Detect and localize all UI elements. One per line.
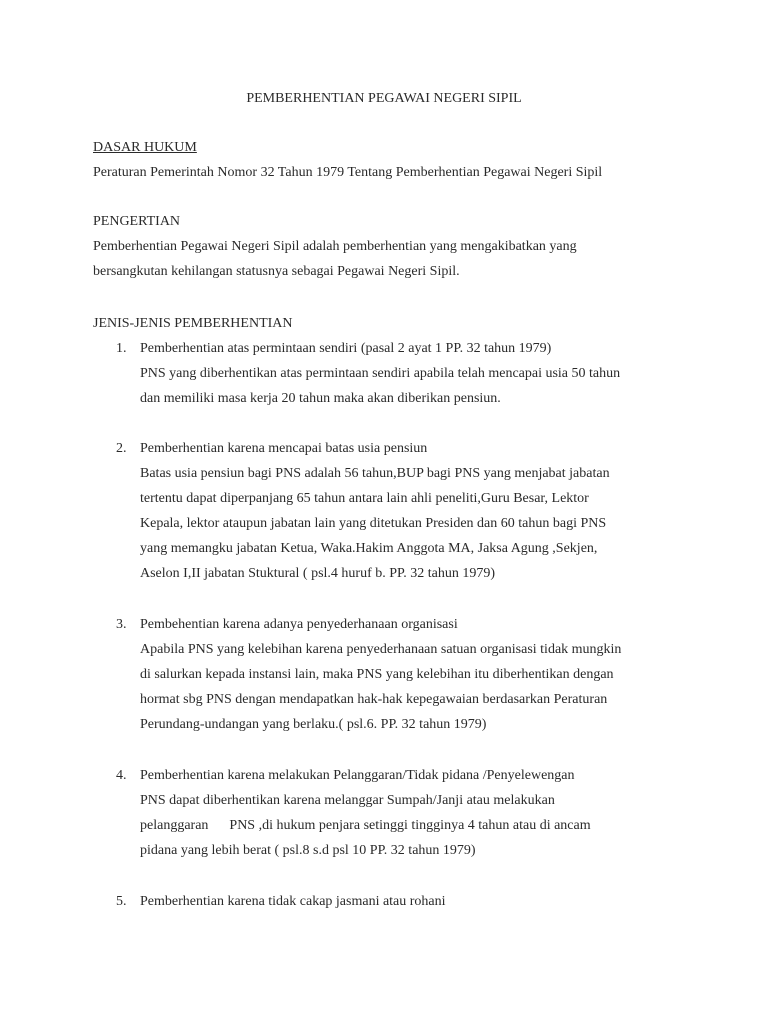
list-item [93,436,693,586]
list-item-line: di salurkan kepada instansi lain, maka PNS yang kelebihan itu diberhentikan dengan [140,667,614,682]
list-item-line: yang memangku jabatan Ketua, Waka.Hakim Anggota MA, Jaksa Agung ,Sekjen, [140,541,598,556]
list-item-number: 3. [116,617,127,632]
list-item [93,763,693,863]
list-item-title: Pemberhentian atas permintaan sendiri (pasal 2 ayat 1 PP. 32 tahun 1979) [140,341,552,356]
pengertian-heading: PENGERTIAN [93,214,181,229]
dasar-hukum-section [93,135,693,185]
document-title: PEMBERHENTIAN PEGAWAI NEGERI SIPIL [246,91,522,106]
list-item-line: pelanggaran PNS ,di hukum penjara setinggi tingginya 4 tahun atau di ancam [140,818,591,833]
list-item-line: PNS yang diberhentikan atas permintaan sendiri apabila telah mencapai usia 50 tahun [140,366,621,381]
list-item [93,612,693,737]
list-item [93,336,693,411]
pengertian-line: bersangkutan kehilangan statusnya sebagai Pegawai Negeri Sipil. [93,264,460,279]
dasar-hukum-heading: DASAR HUKUM [93,140,197,155]
list-item-number: 1. [116,341,127,356]
list-item-line: PNS dapat diberhentikan karena melanggar Sumpah/Janji atau melakukan [140,793,555,808]
list-item-title: Pemberhentian karena tidak cakap jasmani atau rohani [140,894,446,909]
dasar-hukum-text: Peraturan Pemerintah Nomor 32 Tahun 1979 Tentang Pemberhentian Pegawai Negeri Sipil [93,165,603,180]
list-item-title: Pemberhentian karena melakukan Pelanggaran/Tidak pidana /Penyelewengan [140,768,575,783]
list-item-title: Pembehentian karena adanya penyederhanaan organisasi [140,617,458,632]
list-item-title: Pemberhentian karena mencapai batas usia pensiun [140,441,428,456]
list-item-number: 4. [116,768,127,783]
pengertian-line: Pemberhentian Pegawai Negeri Sipil adalah pemberhentian yang mengakibatkan yang [93,239,577,254]
list-item-line: Perundang-undangan yang berlaku.( psl.6. PP. 32 tahun 1979) [140,717,487,732]
list-item [93,889,693,914]
list-item-line: Kepala, lektor ataupun jabatan lain yang ditetukan Presiden dan 60 tahun bagi PNS [140,516,607,531]
list-item-line: pidana yang lebih berat ( psl.8 s.d psl 10 PP. 32 tahun 1979) [140,843,476,858]
list-item-number: 5. [116,894,127,909]
list-item-line: tertentu dapat diperpanjang 65 tahun antara lain ahli peneliti,Guru Besar, Lektor [140,491,589,506]
jenis-heading: JENIS-JENIS PEMBERHENTIAN [93,316,293,331]
list-item-line: Aselon I,II jabatan Stuktural ( psl.4 huruf b. PP. 32 tahun 1979) [140,566,496,581]
jenis-heading-block [93,311,693,336]
list-item-line: dan memiliki masa kerja 20 tahun maka akan diberikan pensiun. [140,391,501,406]
list-item-line: Apabila PNS yang kelebihan karena penyederhanaan satuan organisasi tidak mungkin [140,642,622,657]
list-item-line: Batas usia pensiun bagi PNS adalah 56 tahun,BUP bagi PNS yang menjabat jabatan [140,466,610,481]
pengertian-section [93,209,693,284]
list-item-number: 2. [116,441,127,456]
list-item-line: hormat sbg PNS dengan mendapatkan hak-hak kepegawaian berdasarkan Peraturan [140,692,608,707]
